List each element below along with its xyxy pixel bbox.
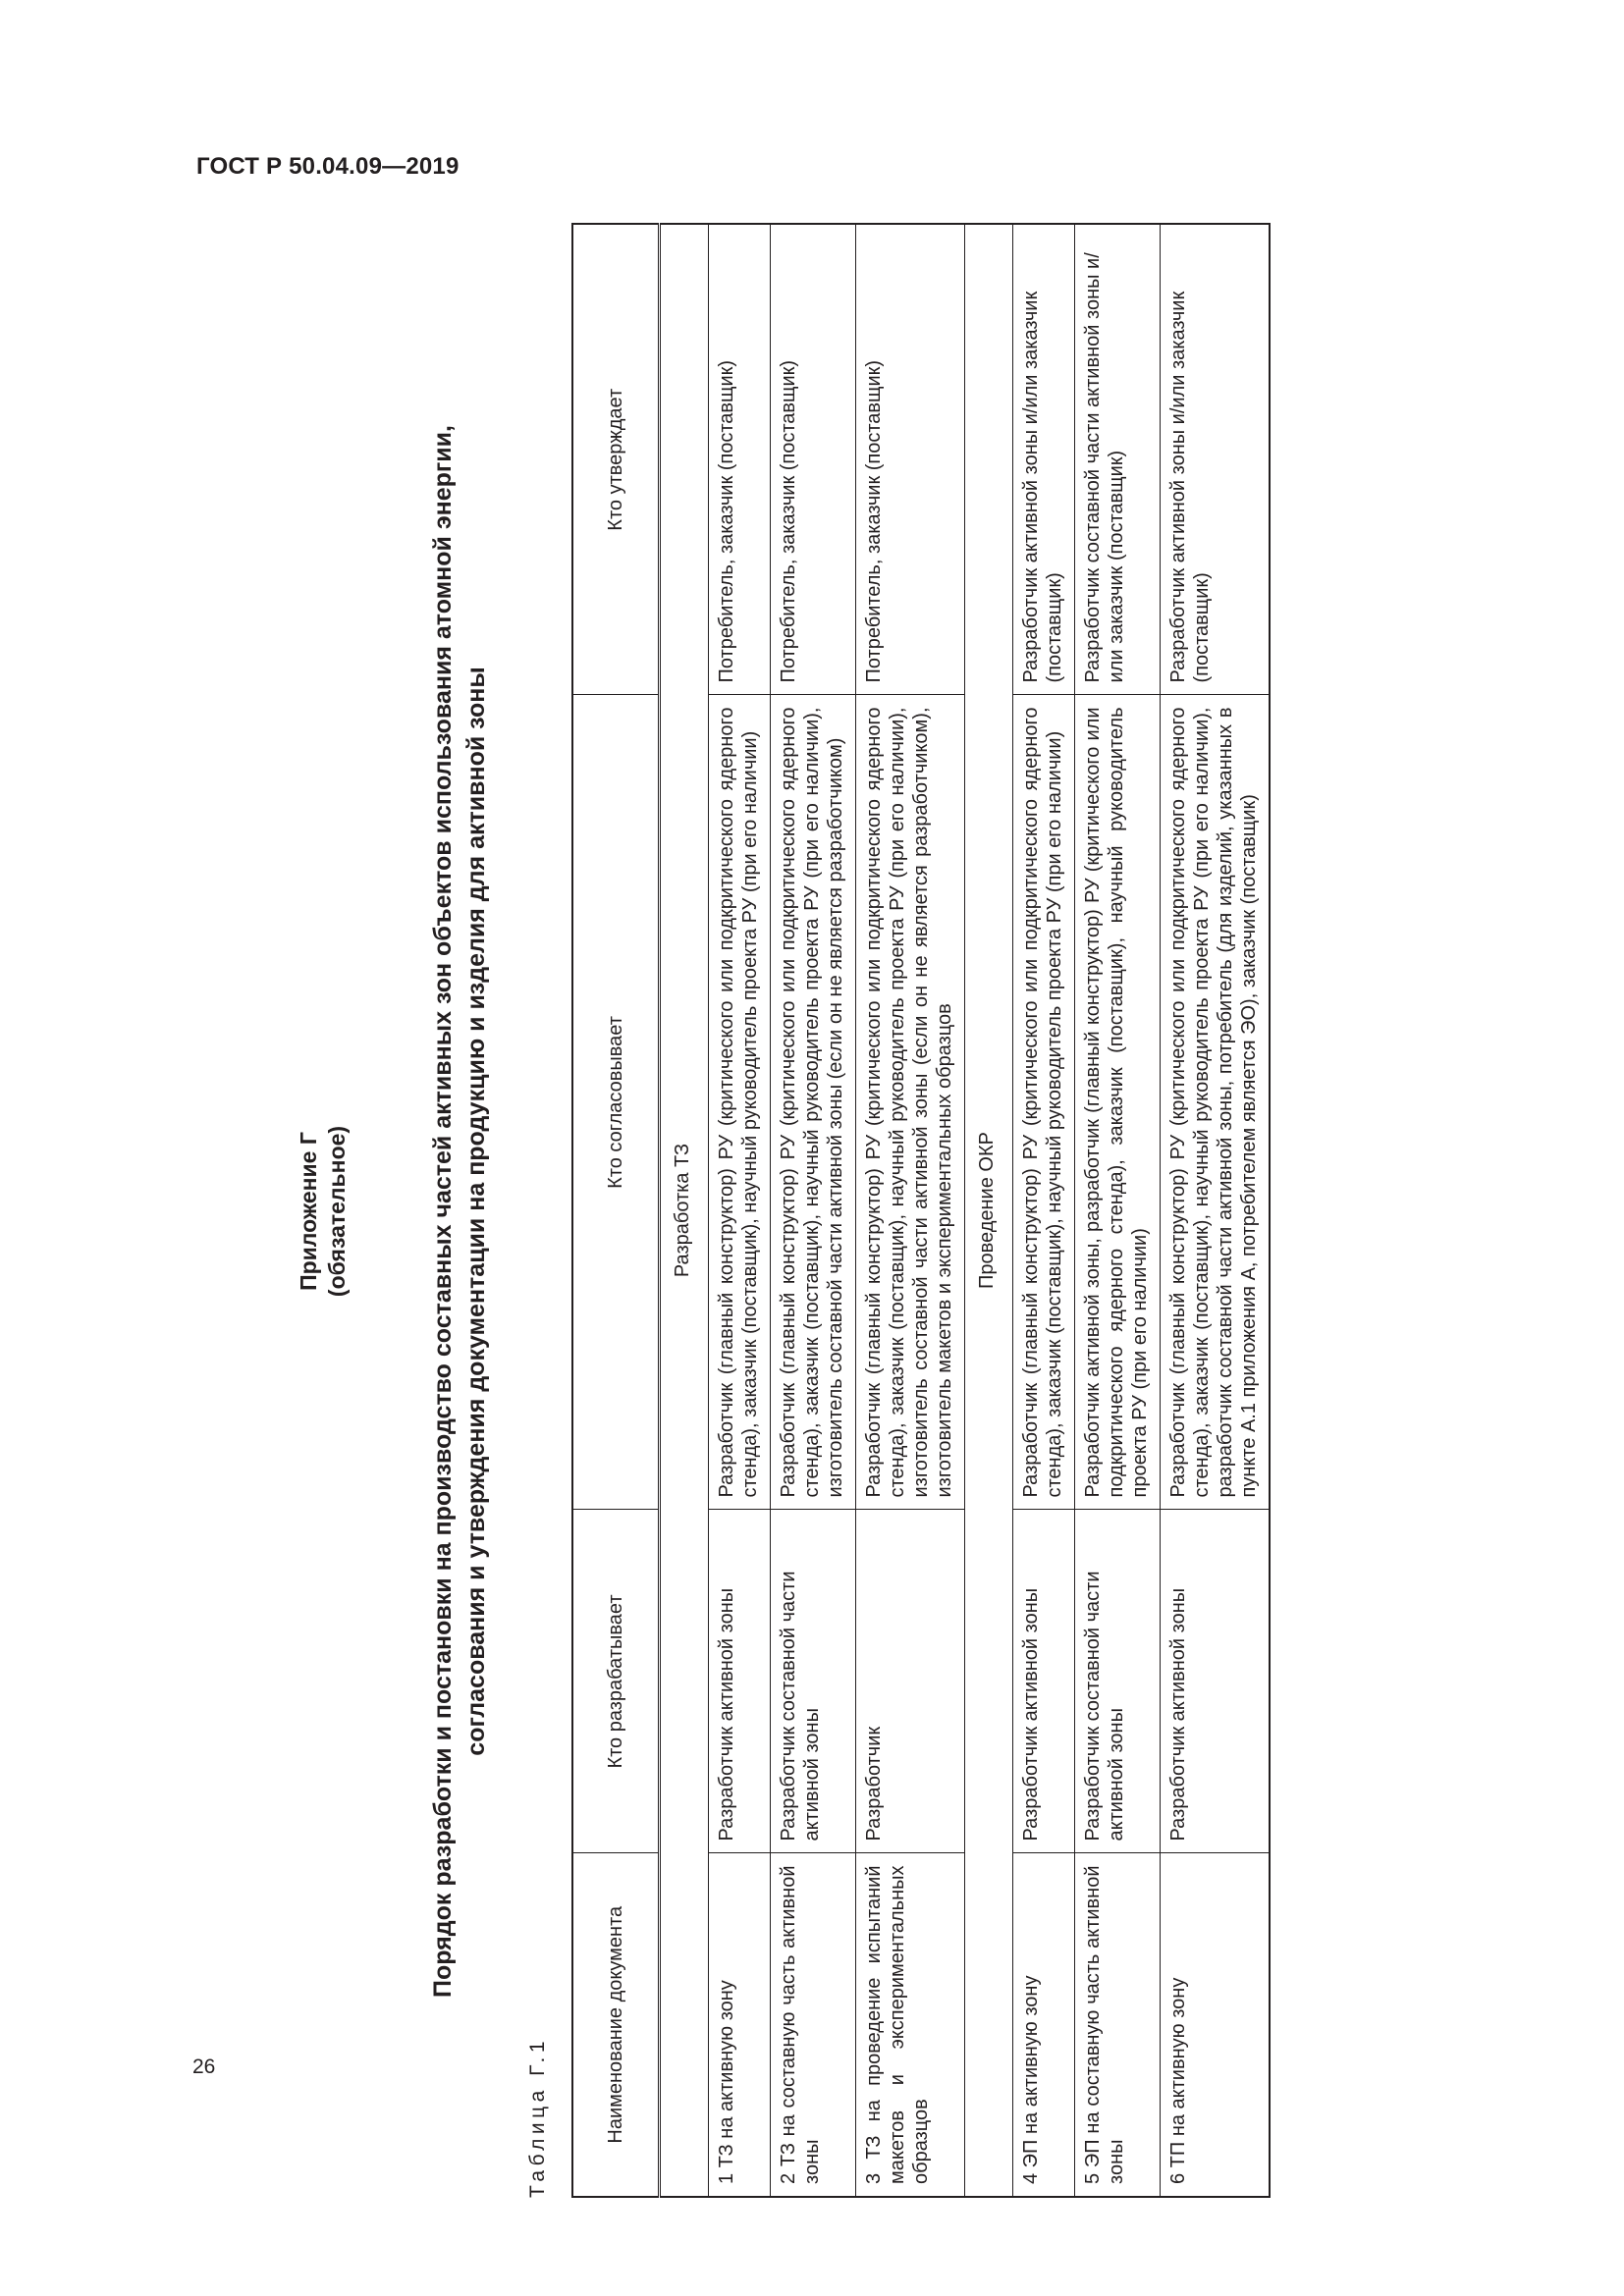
title-line-1: Порядок разработки и постановки на производство составных частей активных зон объектов использования атомной энергии, <box>429 425 457 1998</box>
table-label: Таблица Г.1 <box>526 2037 549 2198</box>
cell-coordinator: Разработчик (главный конструктор) РУ (критического или подкритического ядерного стенда), заказчик (поставщик), научный руководитель проекта РУ (при его наличии) <box>1013 695 1075 1510</box>
document-table <box>571 223 1271 2198</box>
cell-document-name: 5 ЭП на составную часть активной зоны <box>1075 1853 1161 2197</box>
cell-developer: Разработчик активной зоны <box>1013 1510 1075 1853</box>
cell-document-name: 6 ТП на активную зону <box>1161 1853 1271 2197</box>
appendix-name: Приложение Г <box>296 1132 321 1291</box>
header-coordinator: Кто согласовывает <box>572 695 660 1510</box>
table-row <box>771 224 856 2197</box>
cell-document-name: 2 ТЗ на составную часть активной зоны <box>771 1853 856 2197</box>
section-title: Разработка ТЗ <box>660 224 709 2197</box>
table-row <box>1075 224 1161 2197</box>
cell-document-name: 3 ТЗ на проведение испытаний макетов и экспериментальных образцов <box>856 1853 965 2197</box>
section-row <box>965 224 1013 2197</box>
cell-coordinator: Разработчик (главный конструктор) РУ (критического или подкритического ядерного стенда), заказчик (поставщик), научный руководитель проекта РУ (при его наличии) <box>709 695 771 1510</box>
cell-developer: Разработчик активной зоны <box>1161 1510 1271 1853</box>
table-row <box>1161 224 1271 2197</box>
section-row <box>660 224 709 2197</box>
cell-coordinator: Разработчик (главный конструктор) РУ (критического или подкритического ядерного стенда), заказчик (поставщик), научный руководитель проекта РУ (при его наличии), изготовитель составной части активной зоны (если он не является разработчиком), изготовитель макетов и экспериментальных образцов <box>856 695 965 1510</box>
cell-approver: Разработчик активной зоны и/или заказчик (поставщик) <box>1013 224 1075 695</box>
table-title <box>426 225 493 2198</box>
cell-approver: Потребитель, заказчик (поставщик) <box>856 224 965 695</box>
cell-approver: Потребитель, заказчик (поставщик) <box>709 224 771 695</box>
cell-document-name: 1 ТЗ на активную зону <box>709 1853 771 2197</box>
appendix-heading <box>295 225 352 2198</box>
appendix-status: (обязательное) <box>324 1125 350 1298</box>
header-approver: Кто утверждает <box>572 224 660 695</box>
table-row <box>856 224 965 2197</box>
table-row <box>709 224 771 2197</box>
cell-developer: Разработчик составной части активной зоны <box>771 1510 856 1853</box>
header-document-name: Наименование документа <box>572 1853 660 2197</box>
cell-coordinator: Разработчик (главный конструктор) РУ (критического или подкритического ядерного стенда), заказчик (поставщик), научный руководитель проекта РУ (при его наличии), изготовитель составной части активной зоны (если он не является разработчиком) <box>771 695 856 1510</box>
cell-developer: Разработчик составной части активной зоны <box>1075 1510 1161 1853</box>
cell-approver: Разработчик активной зоны и/или заказчик (поставщик) <box>1161 224 1271 695</box>
section-title: Проведение ОКР <box>965 224 1013 2197</box>
standard-code: ГОСТ Р 50.04.09—2019 <box>196 153 460 180</box>
page-number: 26 <box>192 2056 216 2078</box>
cell-approver: Разработчик составной части активной зоны и/или заказчик (поставщик) <box>1075 224 1161 695</box>
cell-coordinator: Разработчик активной зоны, разработчик (главный конструктор) РУ (критического или подкритического ядерного стенда), заказчик (поставщик), научный руководитель проекта РУ (при его наличии) <box>1075 695 1161 1510</box>
header-developer: Кто разрабатывает <box>572 1510 660 1853</box>
rotated-content <box>295 225 1414 2198</box>
table-header-row <box>572 224 660 2197</box>
cell-document-name: 4 ЭП на активную зону <box>1013 1853 1075 2197</box>
title-line-2: согласования и утверждения документации на продукцию и изделия для активной зоны <box>462 667 490 1756</box>
cell-developer: Разработчик активной зоны <box>709 1510 771 1853</box>
table-row <box>1013 224 1075 2197</box>
cell-approver: Потребитель, заказчик (поставщик) <box>771 224 856 695</box>
cell-coordinator: Разработчик (главный конструктор) РУ (критического или подкритического ядерного стенда), заказчик (поставщик), научный руководитель проекта РУ (при его наличии), разработчик составной части активной зоны, потребитель (для изделий, указанных в пункте А.1 приложения А, потребителем является ЭО), заказчик (поставщик) <box>1161 695 1271 1510</box>
cell-developer: Разработчик <box>856 1510 965 1853</box>
